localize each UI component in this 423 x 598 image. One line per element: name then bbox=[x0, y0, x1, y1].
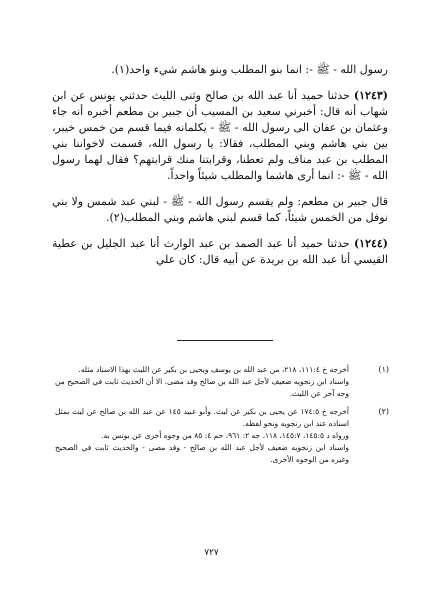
footnote-line: واسناد ابن زنجويه ضعيف لأجل عبد الله بن صالح وقد مضى. الا أن الحديث ثابت في الصحيح من وجه آخر عن الليث. bbox=[55, 377, 349, 398]
footnote-marker: (٢) bbox=[378, 407, 389, 416]
footnote-line: واسناد ابن زنجويه ضعيف لأجل عبد الله بن صالح - وقد مضى - والحديث ثابت في الصحيح وغيره من الوجوه الأخرى. bbox=[55, 443, 349, 464]
footnote-divider bbox=[177, 340, 273, 341]
paragraph-text: رسول الله - ﷺ -: انما بنو المطلب وبنو هاشم شيء واحد(١). bbox=[111, 63, 388, 76]
hadith-number: (١٢٤٣) bbox=[353, 89, 388, 102]
main-text bbox=[52, 62, 388, 278]
paragraph-jubayr bbox=[52, 194, 388, 226]
footnote-line: أخرجه خ ١٧٤:٥ عن يحيى بن بكير عن ليث. وأبو عبيد ١٤٥ عن عبد الله بن صالح عن ليث بمثل اسناده عند ابن زنجويه ونحو لفظه. bbox=[55, 407, 349, 428]
footnotes bbox=[55, 364, 389, 472]
footnote-1 bbox=[55, 364, 389, 400]
footnote-line: أخرجه خ ١١١:٤، ٢١٨، من عبد الله بن يوسف ويحيى بن بكير عن الليث بهذا الاسناد مثله. bbox=[78, 365, 349, 374]
paragraph-text: قال جبير بن مطعم: ولم يقسم رسول الله - ﷺ - لبني عبد شمس ولا بني نوفل من الخمس شيئاً، كما قسم لبني هاشم وبني المطلب(٢). bbox=[52, 195, 388, 224]
hadith-1243 bbox=[52, 88, 388, 184]
hadith-1244 bbox=[52, 236, 388, 268]
footnote-marker: (١) bbox=[378, 365, 389, 374]
paragraph-text: حدثنا حميد أنا عبد الله بن صالح وثنى الليث حدثني يونس عن ابن شهاب أنه قال: أخبرني سعيد بن المسيب أن جبير بن مطعم أخبره أنه جاء وعثمان بن عفان الى رسول الله - ﷺ - يكلمانه فيما قسم من خمس خيبر، بين بني هاشم وبني المطلب، فقالا: يا رسول الله، قسمت لاخواننا بني المطلب بن عبد مناف ولم تعطنا، وقرابتنا منك قرابتهم؟ فقال لهما رسول الله - ﷺ -: انما أرى هاشما والمطلب شيئاً واحداً. bbox=[52, 89, 388, 182]
paragraph-text: حدثنا حميد أنا عبد الصمد بن عبد الوارث أنا عبد الجليل بن عطية القيسي أنا عبد الله بن بريدة عن أبيه قال: كان علي bbox=[52, 237, 388, 266]
paragraph-continuation bbox=[52, 62, 388, 78]
page-number: ٧٢٧ bbox=[204, 548, 219, 558]
hadith-number: (١٢٤٤) bbox=[353, 237, 389, 250]
footnote-line: ورواه د ١٤٥:٥، ١٤٥:٧، ١١٨، جه ٢: ٩٦١، حم ٤: ٨٥ من وجوه أخرى عن يونس به. bbox=[101, 431, 349, 440]
footnote-2 bbox=[55, 406, 389, 466]
